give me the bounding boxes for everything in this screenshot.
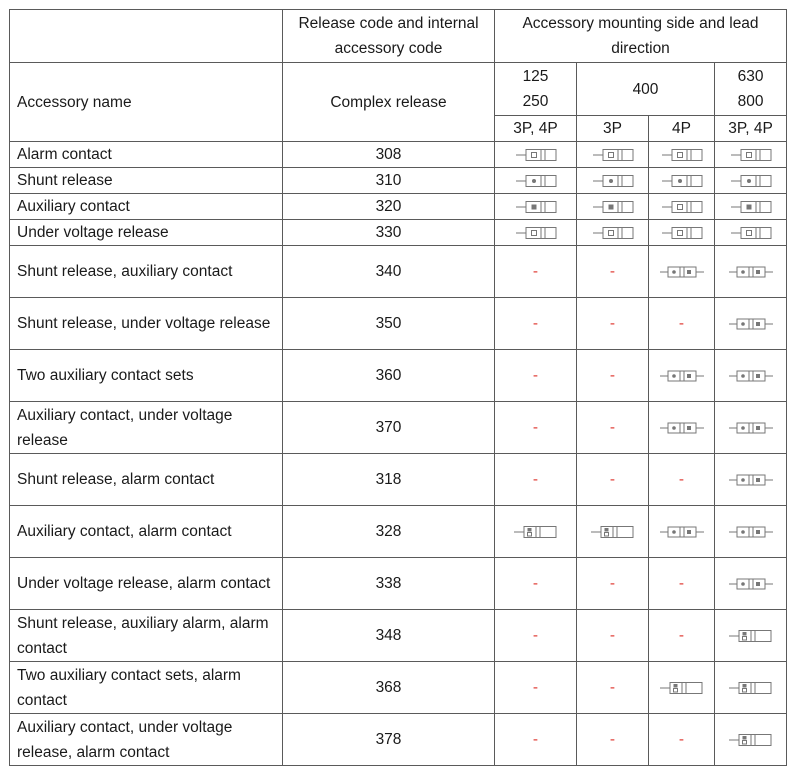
mounting-diagram-icon: [658, 369, 706, 383]
table-row: [10, 168, 787, 194]
mounting-diagram-icon: [658, 421, 706, 435]
accessory-name-cell: Two auxiliary contact sets, alarm contact: [10, 662, 283, 714]
mounting-diagram-icon: [512, 226, 560, 240]
mounting-symbol-cell: [649, 220, 715, 246]
mounting-symbol-cell: [495, 168, 577, 194]
not-available-dash: -: [495, 246, 577, 298]
mounting-symbol-cell: [577, 194, 649, 220]
header-complex-release: Complex release: [283, 63, 495, 142]
release-code-cell: 378: [283, 714, 495, 766]
table-row: [10, 402, 787, 454]
mounting-symbol-cell: [715, 714, 787, 766]
accessory-name-cell: Shunt release: [10, 168, 283, 194]
header-frame-125-250: 125 250: [495, 63, 577, 116]
not-available-dash: -: [577, 662, 649, 714]
mounting-symbol-cell: [715, 610, 787, 662]
accessory-name-cell: Under voltage release: [10, 220, 283, 246]
not-available-dash: -: [577, 610, 649, 662]
release-code-cell: 370: [283, 402, 495, 454]
mounting-diagram-icon: [727, 174, 775, 188]
mounting-diagram-icon: [512, 525, 560, 539]
mounting-diagram-icon: [727, 421, 775, 435]
mounting-symbol-cell: [715, 168, 787, 194]
not-available-dash: -: [495, 350, 577, 402]
mounting-diagram-icon: [727, 148, 775, 162]
mounting-symbol-cell: [577, 506, 649, 558]
table-body: [10, 142, 787, 766]
table-row: [10, 454, 787, 506]
mounting-diagram-icon: [658, 525, 706, 539]
release-code-cell: 328: [283, 506, 495, 558]
header-frame-400: 400: [577, 63, 715, 116]
accessory-name-cell: Auxiliary contact, alarm contact: [10, 506, 283, 558]
not-available-dash: -: [577, 558, 649, 610]
mounting-symbol-cell: [649, 194, 715, 220]
mounting-diagram-icon: [512, 200, 560, 214]
release-code-cell: 350: [283, 298, 495, 350]
mounting-symbol-cell: [649, 350, 715, 402]
table-row: [10, 298, 787, 350]
mounting-symbol-cell: [715, 142, 787, 168]
mounting-diagram-icon: [589, 174, 637, 188]
mounting-diagram-icon: [727, 525, 775, 539]
not-available-dash: -: [649, 610, 715, 662]
mounting-diagram-icon: [512, 174, 560, 188]
release-code-cell: 310: [283, 168, 495, 194]
mounting-diagram-icon: [727, 733, 775, 747]
accessory-name-cell: Auxiliary contact, under voltage release: [10, 402, 283, 454]
not-available-dash: -: [495, 298, 577, 350]
mounting-symbol-cell: [649, 246, 715, 298]
header-poles-b3: 3P: [577, 116, 649, 142]
not-available-dash: -: [495, 402, 577, 454]
accessory-table-wrapper: [9, 9, 787, 766]
mounting-diagram-icon: [727, 629, 775, 643]
mounting-diagram-icon: [589, 200, 637, 214]
mounting-diagram-icon: [658, 226, 706, 240]
mounting-symbol-cell: [715, 298, 787, 350]
header-poles-a: 3P, 4P: [495, 116, 577, 142]
table-row: [10, 194, 787, 220]
table-row: [10, 506, 787, 558]
mounting-diagram-icon: [658, 265, 706, 279]
release-code-cell: 320: [283, 194, 495, 220]
table-row: [10, 662, 787, 714]
mounting-symbol-cell: [715, 662, 787, 714]
header-blank: [10, 10, 283, 63]
not-available-dash: -: [649, 714, 715, 766]
release-code-cell: 318: [283, 454, 495, 506]
accessory-name-cell: Auxiliary contact, under voltage release, alarm contact: [10, 714, 283, 766]
header-accessory-name: Accessory name: [10, 63, 283, 142]
mounting-diagram-icon: [658, 174, 706, 188]
release-code-cell: 308: [283, 142, 495, 168]
table-row: [10, 220, 787, 246]
mounting-diagram-icon: [727, 681, 775, 695]
not-available-dash: -: [577, 402, 649, 454]
mounting-symbol-cell: [715, 558, 787, 610]
not-available-dash: -: [495, 610, 577, 662]
table-row: [10, 246, 787, 298]
table-row: [10, 714, 787, 766]
mounting-diagram-icon: [727, 200, 775, 214]
mounting-diagram-icon: [589, 525, 637, 539]
not-available-dash: -: [577, 246, 649, 298]
release-code-cell: 360: [283, 350, 495, 402]
mounting-diagram-icon: [727, 265, 775, 279]
mounting-symbol-cell: [649, 402, 715, 454]
release-code-cell: 368: [283, 662, 495, 714]
mounting-symbol-cell: [715, 246, 787, 298]
mounting-symbol-cell: [649, 142, 715, 168]
mounting-symbol-cell: [577, 142, 649, 168]
mounting-diagram-icon: [727, 369, 775, 383]
mounting-diagram-icon: [727, 473, 775, 487]
not-available-dash: -: [649, 298, 715, 350]
mounting-symbol-cell: [577, 220, 649, 246]
not-available-dash: -: [495, 558, 577, 610]
accessory-name-cell: Under voltage release, alarm contact: [10, 558, 283, 610]
accessory-name-cell: Auxiliary contact: [10, 194, 283, 220]
mounting-symbol-cell: [495, 220, 577, 246]
mounting-symbol-cell: [649, 506, 715, 558]
release-code-cell: 340: [283, 246, 495, 298]
table-row: [10, 142, 787, 168]
mounting-symbol-cell: [715, 194, 787, 220]
mounting-symbol-cell: [495, 194, 577, 220]
not-available-dash: -: [495, 714, 577, 766]
table-row: [10, 350, 787, 402]
mounting-symbol-cell: [715, 220, 787, 246]
not-available-dash: -: [577, 454, 649, 506]
accessory-name-cell: Alarm contact: [10, 142, 283, 168]
not-available-dash: -: [577, 298, 649, 350]
not-available-dash: -: [577, 714, 649, 766]
table-row: [10, 610, 787, 662]
release-code-cell: 338: [283, 558, 495, 610]
mounting-diagram-icon: [727, 226, 775, 240]
table-row: [10, 558, 787, 610]
header-poles-b4: 4P: [649, 116, 715, 142]
accessory-name-cell: Shunt release, under voltage release: [10, 298, 283, 350]
mounting-symbol-cell: [715, 506, 787, 558]
mounting-symbol-cell: [715, 454, 787, 506]
mounting-symbol-cell: [495, 142, 577, 168]
accessory-name-cell: Two auxiliary contact sets: [10, 350, 283, 402]
mounting-diagram-icon: [512, 148, 560, 162]
accessory-name-cell: Shunt release, auxiliary contact: [10, 246, 283, 298]
not-available-dash: -: [649, 454, 715, 506]
mounting-diagram-icon: [727, 577, 775, 591]
mounting-diagram-icon: [658, 148, 706, 162]
mounting-symbol-cell: [649, 168, 715, 194]
mounting-symbol-cell: [495, 506, 577, 558]
header-frame-630-800: 630 800: [715, 63, 787, 116]
mounting-symbol-cell: [577, 168, 649, 194]
mounting-symbol-cell: [715, 350, 787, 402]
mounting-diagram-icon: [727, 317, 775, 331]
accessory-name-cell: Shunt release, alarm contact: [10, 454, 283, 506]
not-available-dash: -: [495, 454, 577, 506]
header-mounting: Accessory mounting side and lead direction: [495, 10, 787, 63]
accessory-name-cell: Shunt release, auxiliary alarm, alarm contact: [10, 610, 283, 662]
mounting-diagram-icon: [658, 681, 706, 695]
not-available-dash: -: [495, 662, 577, 714]
mounting-symbol-cell: [649, 662, 715, 714]
release-code-cell: 348: [283, 610, 495, 662]
not-available-dash: -: [577, 350, 649, 402]
mounting-diagram-icon: [589, 148, 637, 162]
mounting-symbol-cell: [715, 402, 787, 454]
mounting-diagram-icon: [589, 226, 637, 240]
header-poles-c: 3P, 4P: [715, 116, 787, 142]
not-available-dash: -: [649, 558, 715, 610]
header-release-code: Release code and internal accessory code: [283, 10, 495, 63]
mounting-diagram-icon: [658, 200, 706, 214]
release-code-cell: 330: [283, 220, 495, 246]
accessory-table: [9, 9, 787, 766]
